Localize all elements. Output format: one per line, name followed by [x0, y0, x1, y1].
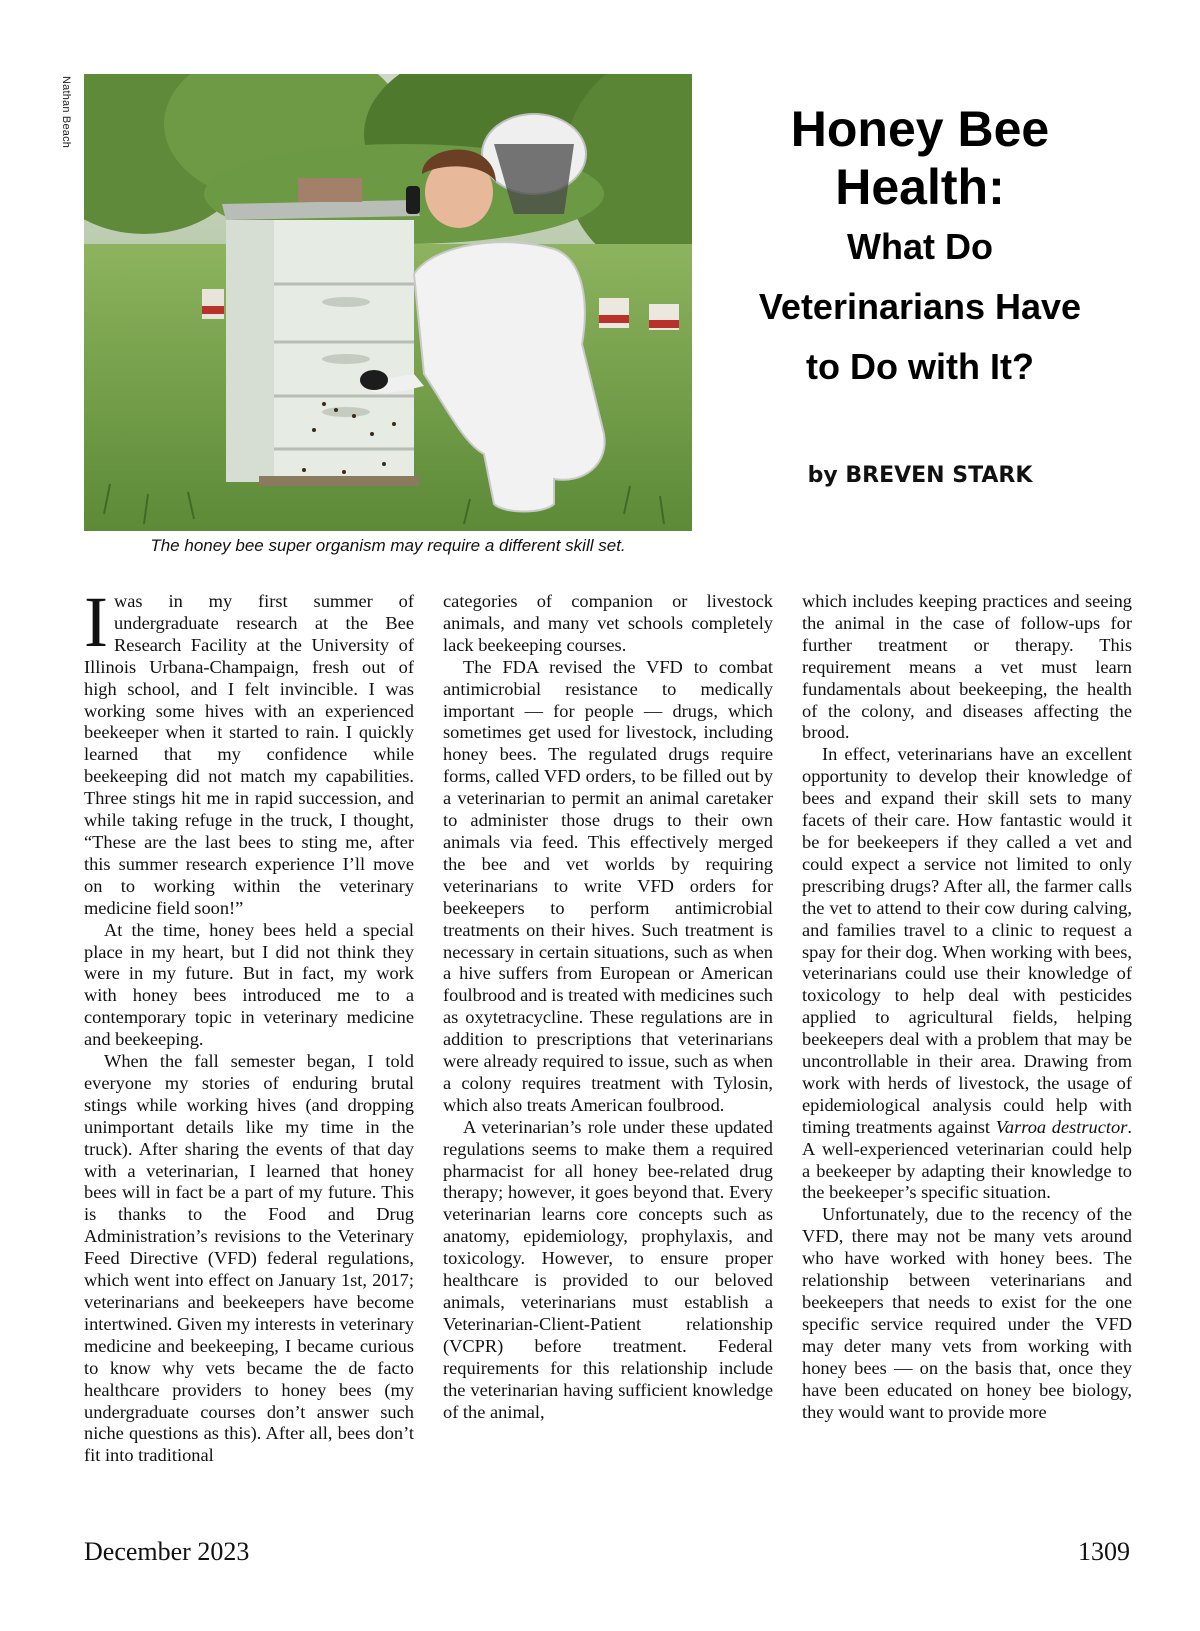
paragraph: The FDA revised the VFD to combat antimicrobial resistance to medically important — for people — drugs, which sometimes get used for livestock, including honey bees. The regulated drugs require forms, called VFD orders, to be filled out by a veterinarian to permit an animal caretaker to administer those drugs to their own animals via feed. This effectively merged the bee and vet worlds by requiring veterinarians to write VFD orders for beekeepers to perform antimicrobial treatments on their hives. Such treatment is necessary in certain situations, such as when a hive suffers from European or American foulbrood and is treated with medicines such as oxytetracycline. These regulations are in addition to prescriptions that veterinarians were already required to issue, such as when a colony requires treatment with Tylosin, which also treats American foulbrood. [443, 656, 773, 1115]
article-column-1 [84, 591, 414, 1526]
paragraph: In effect, veterinarians have an excellent opportunity to develop their knowledge of bees and expand their skill sets to many facets of their care. How fantastic would it be for beekeepers if they called a vet and could expect a service not limited to only prescribing drugs? After all, the farmer calls the vet to attend to their cow during calving, and families travel to a clinic to request a spay for their dog. When working with bees, veterinarians could use their knowledge of toxicology to help deal with pesticides applied to agricultural fields, helping beekeepers deal with a problem that may be uncontrollable in their area. Drawing from work with herds of livestock, the usage of epidemiological analysis could help with timing treatments against Varroa destructor. A well-experienced veterinarian could help a beekeeper by adapting their knowledge to the beekeeper’s specific situation. [802, 744, 1132, 1203]
paragraph: A veterinarian’s role under these updated regulations seems to make them a required pharmacist for all honey bee-related drug therapy; however, it goes beyond that. Every veterinarian learns core concepts such as anatomy, epidemiology, prophylaxis, and toxicology. However, to ensure proper healthcare is provided to our beloved animals, veterinarians must establish a Veterinarian-Client-Patient relationship (VCPR) before treatment. Federal requirements for this relationship include the veterinarian having sufficient knowledge of the animal, [443, 1116, 773, 1422]
species-name: Varroa destructor [995, 1116, 1128, 1137]
article-body [84, 591, 1132, 1526]
beekeeper-hive-illustration [84, 74, 692, 531]
article-photo [84, 74, 692, 531]
subtitle-line-1: What Do [847, 226, 993, 267]
article-column-3 [802, 591, 1132, 1526]
article-column-2 [443, 591, 773, 1526]
subtitle-line-2: Veterinarians Have [758, 286, 1082, 327]
paragraph: Unfortunately, due to the recency of the VFD, there may not be many vets around who have worked with honey bees. The relationship between veterinarians and beekeepers that needs to exist for the one specific service required under the VFD may deter many vets from working with honey bees — on the basis that, once they have been educated on honey bee biology, they would want to provide more [802, 1204, 1132, 1422]
author-byline: by BREVEN STARK [807, 463, 1033, 488]
paragraph: categories of companion or livestock animals, and many vet schools completely lack beekeeping courses. [443, 591, 773, 655]
paragraph: Iwas in my first summer of undergraduate research at the Bee Research Facility at the University of Illinois Urbana-Champaign, fresh out of high school, and I felt invincible. I was working some hives with an experienced beekeeper when it started to rain. I quickly learned that my confidence while beekeeping did not match my capabilities. Three stings hit me in rapid succession, and while taking refuge in the truck, I thought, “These are the last bees to sting me, after this summer research experience I’ll move on to working within the veterinary medicine field soon!” [84, 591, 414, 918]
paragraph: which includes keeping practices and seeing the animal in the case of follow-ups for further treatment or therapy. This requirement means a vet must learn fundamentals about beekeeping, the health of the colony, and diseases affecting the brood. [802, 591, 1132, 743]
issue-date: December 2023 [84, 1537, 250, 1566]
paragraph: At the time, honey bees held a special place in my heart, but I did not think they were in my future. But in fact, my work with honey bees introduced me to a contemporary topic in veterinary medicine and beekeeping. [84, 919, 414, 1050]
subtitle-line-3: to Do with It? [806, 346, 1034, 387]
article-title [710, 100, 1130, 396]
photo-credit: Nathan Beach [60, 76, 72, 149]
paragraph: When the fall semester began, I told everyone my stories of enduring brutal stings while working hives (and dropping unimportant details like my time in the truck). After sharing the events of that day with a veterinarian, I learned that honey bees will in fact be a part of my future. This is thanks to the Food and Drug Administration’s revisions to the Veterinary Feed Directive (VFD) federal regulations, which went into effect on January 1st, 2017; veterinarians and beekeepers have become intertwined. Given my interests in veterinary medicine and beekeeping, I became curious to know why vets became the de facto healthcare providers to honey bees (my undergraduate courses don’t answer such niche questions as this). After all, bees don’t fit into traditional [84, 1051, 414, 1466]
drop-cap: I [84, 591, 108, 662]
title-line-1: Honey Bee [790, 101, 1050, 157]
photo-caption: The honey bee super organism may require a different skill set. [150, 536, 626, 555]
title-line-2: Health: [835, 159, 1005, 215]
page-number: 1309 [1078, 1537, 1130, 1566]
